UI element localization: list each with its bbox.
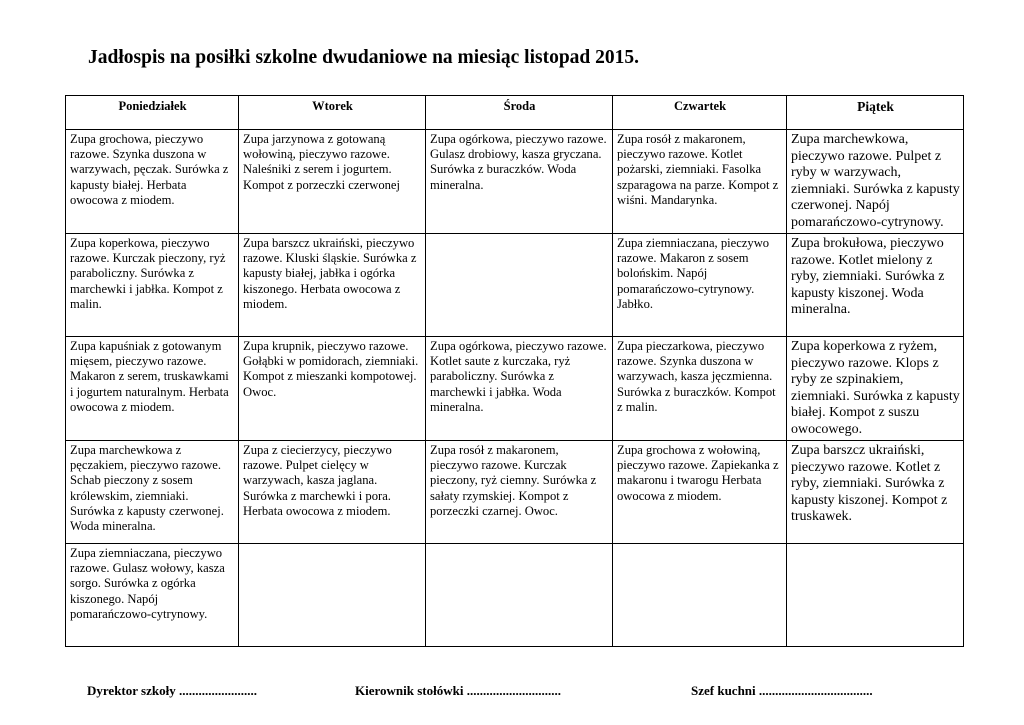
menu-cell: Zupa kapuśniak z gotowanym mięsem, pieczywo razowe. Makaron z serem, truskawkami i jogurtem naturalnym. Herbata owocowa z miodem. [66, 337, 239, 441]
menu-cell [426, 544, 613, 647]
menu-cell: Zupa ziemniaczana, pieczywo razowe. Makaron z sosem bolońskim. Napój pomarańczowo-cytrynowy. Jabłko. [613, 234, 787, 337]
menu-cell [426, 234, 613, 337]
menu-cell: Zupa grochowa, pieczywo razowe. Szynka duszona w warzywach, pęczak. Surówka z kapusty białej. Herbata owocowa z miodem. [66, 130, 239, 234]
menu-cell: Zupa krupnik, pieczywo razowe. Gołąbki w pomidorach, ziemniaki. Kompot z mieszanki kompotowej. Owoc. [239, 337, 426, 441]
menu-cell: Zupa marchewkowa z pęczakiem, pieczywo razowe. Schab pieczony z sosem królewskim, ziemniaki. Surówka z kapusty czerwonej. Woda mineralna. [66, 441, 239, 544]
chef-signature-line: Szef kuchni ................................... [691, 683, 873, 698]
menu-cell [613, 544, 787, 647]
day-header-monday: Poniedziałek [66, 96, 239, 130]
director-signature-line: Dyrektor szkoły ........................ [87, 683, 257, 698]
menu-cell: Zupa jarzynowa z gotowaną wołowiną, pieczywo razowe. Naleśniki z serem i jogurtem. Kompot z porzeczki czerwonej [239, 130, 426, 234]
menu-cell: Zupa grochowa z wołowiną, pieczywo razowe. Zapiekanka z makaronu i twarogu Herbata owocowa z miodem. [613, 441, 787, 544]
menu-cell: Zupa ogórkowa, pieczywo razowe. Gulasz drobiowy, kasza gryczana. Surówka z buraczków. Woda mineralna. [426, 130, 613, 234]
day-header-wednesday: Środa [426, 96, 613, 130]
day-header-friday: Piątek [787, 96, 964, 130]
menu-cell [787, 544, 964, 647]
menu-cell: Zupa pieczarkowa, pieczywo razowe. Szynka duszona w warzywach, kasza jęczmienna. Surówka z buraczków. Kompot z malin. [613, 337, 787, 441]
day-header-tuesday: Wtorek [239, 96, 426, 130]
table-row [66, 130, 964, 234]
menu-cell: Zupa barszcz ukraiński, pieczywo razowe. Kotlet z ryby, ziemniaki. Surówka z kapusty kiszonej. Kompot z truskawek. [787, 441, 964, 544]
table-row [66, 441, 964, 544]
menu-cell: Zupa z ciecierzycy, pieczywo razowe. Pulpet cielęcy w warzywach, kasza jaglana. Surówka z marchewki i pora. Herbata owocowa z miodem. [239, 441, 426, 544]
menu-cell: Zupa brokułowa, pieczywo razowe. Kotlet mielony z ryby, ziemniaki. Surówka z kapusty kiszonej. Woda mineralna. [787, 234, 964, 337]
menu-cell: Zupa barszcz ukraiński, pieczywo razowe. Kluski śląskie. Surówka z kapusty białej, jabłka i ogórka kiszonego. Herbata owocowa z miodem. [239, 234, 426, 337]
header-row [66, 96, 964, 130]
canteen-manager-signature-line: Kierownik stołówki ............................. [355, 683, 561, 698]
menu-cell: Zupa rosół z makaronem, pieczywo razowe. Kurczak pieczony, ryż ciemny. Surówka z sałaty rzymskiej. Kompot z porzeczki czarnej. Owoc. [426, 441, 613, 544]
menu-cell [239, 544, 426, 647]
menu-cell: Zupa rosół z makaronem, pieczywo razowe. Kotlet pożarski, ziemniaki. Fasolka szparagowa na parze. Kompot z wiśni. Mandarynka. [613, 130, 787, 234]
day-header-thursday: Czwartek [613, 96, 787, 130]
table-row [66, 337, 964, 441]
page-title: Jadłospis na posiłki szkolne dwudaniowe na miesiąc listopad 2015. [88, 47, 640, 68]
menu-cell: Zupa ziemniaczana, pieczywo razowe. Gulasz wołowy, kasza sorgo. Surówka z ogórka kiszonego. Napój pomarańczowo-cytrynowy. [66, 544, 239, 647]
menu-cell: Zupa ogórkowa, pieczywo razowe. Kotlet saute z kurczaka, ryż paraboliczny. Surówka z marchewki i jabłka. Woda mineralna. [426, 337, 613, 441]
menu-cell: Zupa koperkowa z ryżem, pieczywo razowe. Klops z ryby ze szpinakiem, ziemniaki. Surówka z kapusty białej. Kompot z suszu owocowego. [787, 337, 964, 441]
table-row [66, 544, 964, 647]
table-row [66, 234, 964, 337]
menu-cell: Zupa koperkowa, pieczywo razowe. Kurczak pieczony, ryż paraboliczny. Surówka z marchewki i jabłka. Kompot z malin. [66, 234, 239, 337]
menu-table [65, 95, 964, 647]
menu-cell: Zupa marchewkowa, pieczywo razowe. Pulpet z ryby w warzywach, ziemniaki. Surówka z kapusty czerwonej. Napój pomarańczowo-cytrynowy. [787, 130, 964, 234]
